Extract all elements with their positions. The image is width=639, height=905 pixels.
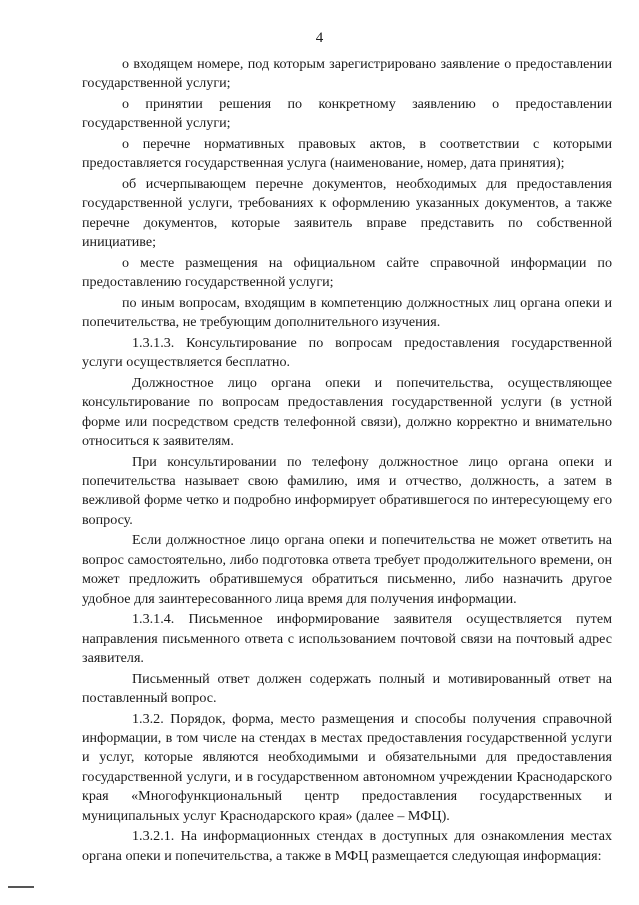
paragraph: о входящем номере, под которым зарегистрировано заявление о предоставлении государственной услуги;	[82, 56, 612, 92]
paragraph: о принятии решения по конкретному заявлению о предоставлении государственной услуги;	[82, 96, 612, 132]
paragraph: 1.3.1.4. Письменное информирование заявителя осуществляется путем направления письменного ответа с использованием почтовой связи на почтовый адрес заявителя.	[82, 611, 612, 667]
paragraph: о месте размещения на официальном сайте справочной информации по предоставлению государственной услуги;	[82, 254, 612, 291]
page-number: 4	[315, 30, 324, 46]
scan-artifact-mark	[8, 886, 34, 888]
paragraph: Письменный ответ должен содержать полный и мотивированный ответ на поставленный вопрос.	[82, 670, 612, 707]
paragraph: Должностное лицо органа опеки и попечительства, осуществляющее консультирование по вопросам предоставления государственной услуги (в устной форме или посредством средств телефонной связи), должно корректно и внимательно относиться к заявителям.	[82, 374, 612, 450]
paragraph: 1.3.1.3. Консультирование по вопросам предоставления государственной услуги осуществляется бесплатно.	[82, 334, 612, 371]
paragraph: по иным вопросам, входящим в компетенцию должностных лиц органа опеки и попечительства, не требующим дополнительного изучения.	[82, 294, 612, 331]
paragraph: о перечне нормативных правовых актов, в соответствии с которыми предоставляется государственная услуга (наименование, номер, дата принятия);	[82, 136, 612, 172]
paragraph: об исчерпывающем перечне документов, необходимых для предоставления государственной услуги, требованиях к оформлению указанных документов, а также перечне документов, которые заявитель вправе представить по собственной инициативе;	[82, 176, 612, 251]
paragraph: При консультировании по телефону должностное лицо органа опеки и попечительства называет свою фамилию, имя и отчество, должность, а затем в вежливой форме четко и подробно информирует обратившегося по интересующему его вопросу.	[82, 453, 612, 528]
paragraph: 1.3.2. Порядок, форма, место размещения и способы получения справочной информации, в том числе на стендах в местах предоставления государственной услуги и услуг, которые являются необходимыми и обязательными для предоставления государственной услуги, и в государственном автономном учреждении Краснодарского края «Многофункциональный центр предоставления государственных и муниципальных услуг Краснодарского края» (далее – МФЦ).	[82, 710, 612, 824]
paragraph: Если должностное лицо органа опеки и попечительства не может ответить на вопрос самостоятельно, либо подготовка ответа требует продолжительного времени, он может предложить обратившемуся обратиться письменно, либо назначить другое удобное для заинтересованного лица время для получения информации.	[82, 532, 612, 607]
paragraph: 1.3.2.1. На информационных стендах в доступных для ознакомления местах органа опеки и попечительства, а также в МФЦ размещается следующая информация:	[82, 828, 612, 864]
document-body	[82, 55, 612, 867]
